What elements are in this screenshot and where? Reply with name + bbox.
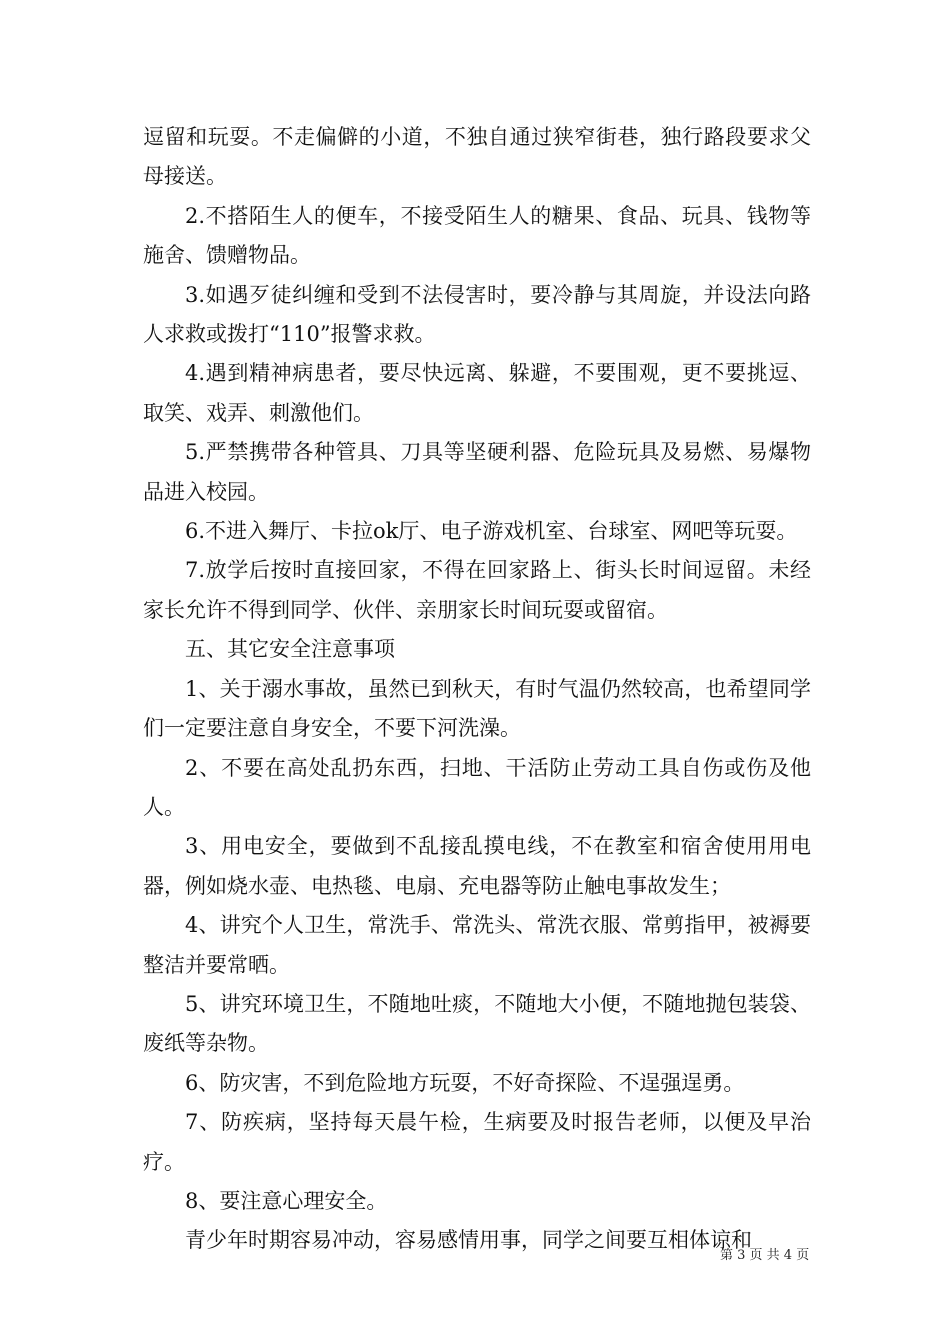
paragraph-item-4: 4.遇到精神病患者，要尽快远离、躲避，不要围观，更不要挑逗、取笑、戏弄、刺激他们。 xyxy=(143,361,811,425)
document-body xyxy=(143,118,811,1261)
paragraph-item-3: 3.如遇歹徒纠缠和受到不法侵害时，要冷静与其周旋，并设法向路人求救或拨打“110”报警求救。 xyxy=(143,282,811,347)
paragraph-other-2: 2、不要在高处乱扔东西，扫地、干活防止劳动工具自伤或伤及他人。 xyxy=(143,755,811,819)
paragraph-other-6: 6、防灾害，不到危险地方玩耍，不好奇探险、不逞强逞勇。 xyxy=(185,1070,745,1095)
section-heading-5: 五、其它安全注意事项 xyxy=(185,637,395,662)
paragraph-other-5: 5、讲究环境卫生，不随地吐痰，不随地大小便，不随地抛包装袋、废纸等杂物。 xyxy=(143,991,811,1056)
paragraph-item-6: 6.不进入舞厅、卡拉ok厅、电子游戏机室、台球室、网吧等玩耍。 xyxy=(185,519,798,544)
paragraph-other-4: 4、讲究个人卫生，常洗手、常洗头、常洗衣服、常剪指甲，被褥要整洁并要常晒。 xyxy=(143,913,811,977)
paragraph-item-5: 5.严禁携带各种管具、刀具等坚硬利器、危险玩具及易燃、易爆物品进入校园。 xyxy=(143,440,811,504)
paragraph-other-3: 3、用电安全，要做到不乱接乱摸电线，不在教室和宿舍使用用电器，例如烧水壶、电热毯、电扇、充电器等防止触电事故发生； xyxy=(143,834,811,898)
paragraph-other-7: 7、防疾病，坚持每天晨午检，生病要及时报告老师，以便及早治疗。 xyxy=(143,1110,811,1174)
paragraph-other-8: 8、要注意心理安全。 xyxy=(185,1188,388,1213)
paragraph-closing: 青少年时期容易冲动，容易感情用事，同学之间要互相体谅和 xyxy=(185,1228,752,1253)
paragraph-continuation: 逗留和玩耍。不走偏僻的小道，不独自通过狭窄街巷，独行路段要求父母接送。 xyxy=(143,125,811,189)
paragraph-item-2: 2.不搭陌生人的便车，不接受陌生人的糖果、食品、玩具、钱物等施舍、馈赠物品。 xyxy=(143,203,811,268)
paragraph-item-7: 7.放学后按时直接回家，不得在回家路上、街头长时间逗留。未经家长允许不得到同学、伙伴、亲朋家长时间玩耍或留宿。 xyxy=(143,558,811,622)
page-number-footer: 第 3 页 共 4 页 xyxy=(720,1248,810,1263)
paragraph-other-1: 1、关于溺水事故，虽然已到秋天，有时气温仍然较高，也希望同学们一定要注意自身安全，不要下河洗澡。 xyxy=(143,676,811,741)
